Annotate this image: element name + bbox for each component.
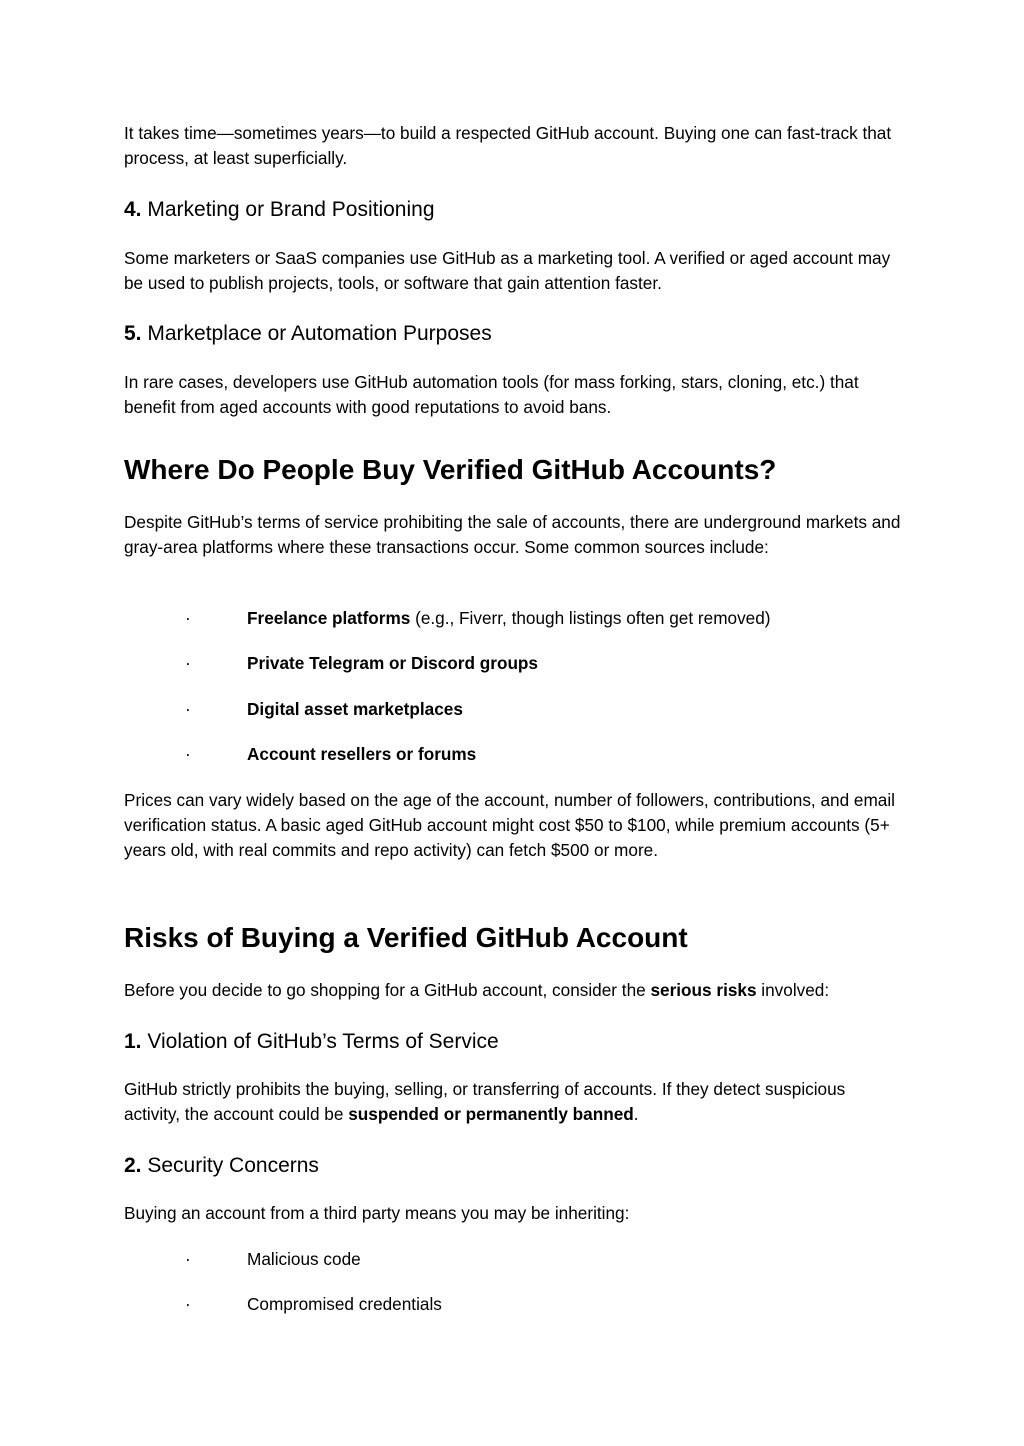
list-item-bold: Freelance platforms xyxy=(247,608,411,628)
where-heading: Where Do People Buy Verified GitHub Accounts? xyxy=(124,454,777,485)
bullet: · xyxy=(185,1294,191,1314)
section-title: Violation of GitHub’s Terms of Service xyxy=(147,1030,499,1053)
section-number: 4. xyxy=(124,198,142,221)
list-item-text: Compromised credentials xyxy=(247,1294,442,1314)
risk-1-heading xyxy=(124,1028,904,1056)
risks-heading: Risks of Buying a Verified GitHub Account xyxy=(124,922,688,953)
risk-1-bold: suspended or permanently banned xyxy=(348,1104,634,1124)
section-number: 1. xyxy=(124,1030,142,1053)
section-number: 2. xyxy=(124,1154,142,1177)
risks-intro: Before you decide to go shopping for a GitHub account, consider the serious risks involved: xyxy=(124,980,830,1000)
list-item-rest: (e.g., Fiverr, though listings often get removed) xyxy=(410,608,771,628)
section-title: Marketplace or Automation Purposes xyxy=(147,322,492,345)
bullet: · xyxy=(185,1249,191,1269)
bullet: · xyxy=(185,608,191,628)
list-item-text: Malicious code xyxy=(247,1249,361,1269)
risk-2-body: Buying an account from a third party means you may be inheriting: xyxy=(124,1203,630,1223)
intro-paragraph: It takes time—sometimes years—to build a respected GitHub account. Buying one can fast-track that process, at least superficially. xyxy=(124,123,892,168)
section-5-heading xyxy=(124,320,904,348)
risk-1-body: GitHub strictly prohibits the buying, selling, or transferring of accounts. If they detect suspicious activity, the account could be suspended or permanently banned. xyxy=(124,1079,846,1124)
section-title: Security Concerns xyxy=(147,1154,319,1177)
list-item-bold: Account resellers or forums xyxy=(247,744,477,764)
risk-2-heading xyxy=(124,1152,904,1180)
risks-intro-bold: serious risks xyxy=(650,980,757,1000)
prices-body: Prices can vary widely based on the age of the account, number of followers, contributions, and email verification status. A basic aged GitHub account might cost $50 to $100, while premium accounts (5+ years old, with real commits and repo activity) can fetch $500 or more. xyxy=(124,790,895,860)
section-4-body: Some marketers or SaaS companies use GitHub as a marketing tool. A verified or aged account may be used to publish projects, tools, or software that gain attention faster. xyxy=(124,248,891,293)
section-4-heading xyxy=(124,196,904,224)
bullet: · xyxy=(185,744,191,764)
section-5-body: In rare cases, developers use GitHub automation tools (for mass forking, stars, cloning, etc.) that benefit from aged accounts with good reputations to avoid bans. xyxy=(124,372,859,417)
list-item-bold: Digital asset marketplaces xyxy=(247,699,463,719)
section-number: 5. xyxy=(124,322,142,345)
list-item-bold: Private Telegram or Discord groups xyxy=(247,653,538,673)
bullet: · xyxy=(185,699,191,719)
section-title: Marketing or Brand Positioning xyxy=(147,198,435,221)
bullet: · xyxy=(185,653,191,673)
where-body: Despite GitHub’s terms of service prohibiting the sale of accounts, there are underground markets and gray-area platforms where these transactions occur. Some common sources include: xyxy=(124,512,901,557)
